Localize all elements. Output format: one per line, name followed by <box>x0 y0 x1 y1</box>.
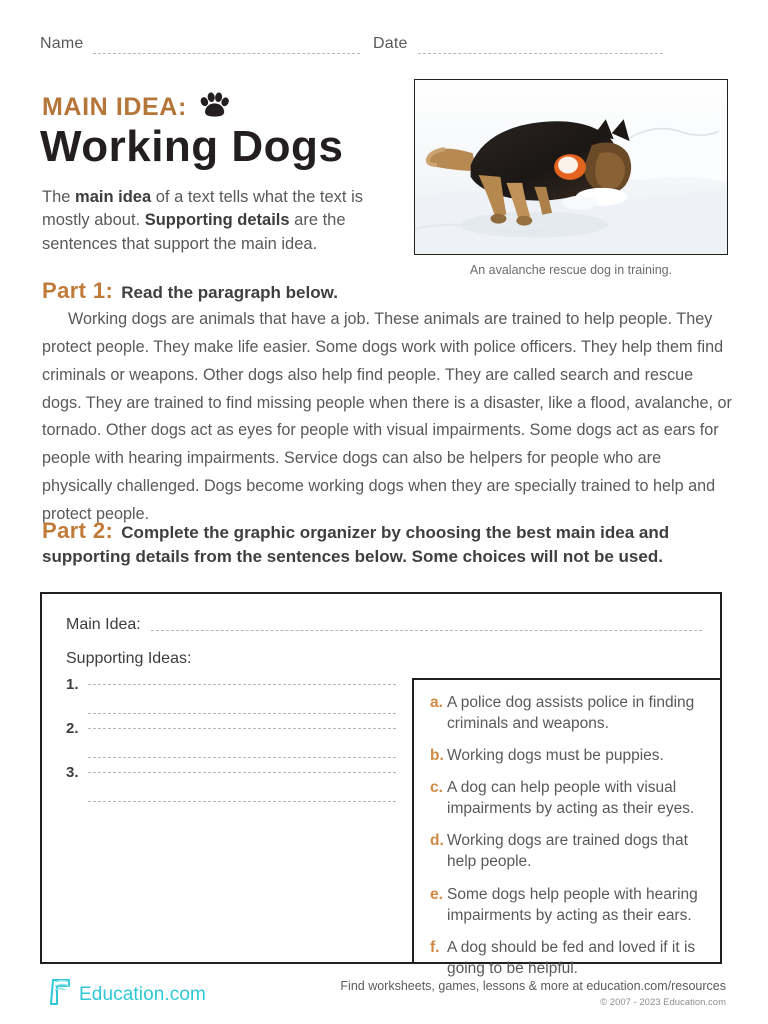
supporting-ideas-label: Supporting Ideas: <box>66 650 192 667</box>
item-number: 3. <box>66 764 79 781</box>
rescue-dog-photo <box>414 79 728 255</box>
choice-letter: b. <box>430 747 444 765</box>
name-write-line[interactable] <box>93 53 360 54</box>
choice-letter: f. <box>430 938 440 956</box>
write-line[interactable] <box>88 728 396 729</box>
date-write-line[interactable] <box>418 53 663 54</box>
write-line[interactable] <box>88 684 396 685</box>
choice-letter: a. <box>430 694 443 711</box>
choice-c[interactable] <box>430 777 708 819</box>
write-line[interactable] <box>88 757 396 758</box>
choice-text: Working dogs must be puppies. <box>447 747 664 765</box>
choice-letter: d. <box>430 832 444 850</box>
choice-text: Some dogs help people with hearing impairments by acting as their ears. <box>447 885 698 924</box>
name-label: Name <box>40 35 84 52</box>
paw-print-icon <box>199 92 229 123</box>
item-write-lines[interactable] <box>88 728 396 758</box>
list-item[interactable] <box>66 764 396 802</box>
part-1-heading <box>42 276 732 305</box>
name-date-row <box>40 36 730 54</box>
part-1-instruction: Read the paragraph below. <box>121 283 338 302</box>
part-2-instruction: Complete the graphic organizer by choosing the best main idea and supporting details from the sentences below. Some choices will not be used. <box>42 523 670 567</box>
reading-paragraph: Working dogs are animals that have a job. These animals are trained to help people. They protect people. They make life easier. Some dogs work with police officers. They help them find criminals or weapons. Other dogs also help find people. They are called search and rescue dogs. They are trained to find missing people when there is a disaster, like a flood, avalanche, or tornado. Other dogs act as eyes for people with visual impairments. Some dogs act as ears for people with hearing impairments. Service dogs can also be helpers for people who are physically challenged. Dogs become working dogs when they are specially trained to help and protect people. <box>42 310 732 524</box>
intro-text-2: of a text tells what the text is mostly about. <box>42 188 364 230</box>
item-number: 1. <box>66 676 79 693</box>
logo-text: Education.com <box>79 983 206 1005</box>
choice-f[interactable] <box>430 937 708 979</box>
part-2-heading <box>42 516 732 569</box>
write-line[interactable] <box>88 772 396 773</box>
intro-paragraph <box>42 186 400 256</box>
choice-e[interactable] <box>430 884 708 926</box>
choice-text: A police dog assists police in finding criminals and weapons. <box>447 694 695 733</box>
footer-text-block <box>340 979 726 1008</box>
footer-copyright: © 2007 - 2023 Education.com <box>600 997 726 1008</box>
kicker-row <box>42 92 229 123</box>
write-line[interactable] <box>88 801 396 802</box>
date-label: Date <box>373 35 408 52</box>
education-dot-com-logo-icon <box>47 977 75 1012</box>
list-item[interactable] <box>66 720 396 758</box>
page-title: Working Dogs <box>40 122 344 171</box>
choice-text: A dog can help people with visual impairments by acting as their eyes. <box>447 779 695 818</box>
footer-promo-text: Find worksheets, games, lessons & more at education.com/resources <box>340 979 726 993</box>
kicker-label: MAIN IDEA: <box>42 93 187 121</box>
item-write-lines[interactable] <box>88 772 396 802</box>
write-line[interactable] <box>88 713 396 714</box>
main-idea-row[interactable] <box>66 616 702 634</box>
main-idea-write-line[interactable] <box>151 630 702 631</box>
choice-text: Working dogs are trained dogs that help people. <box>447 832 688 871</box>
photo-block <box>414 79 728 277</box>
name-field-group[interactable] <box>40 36 360 54</box>
choice-letter: c. <box>430 779 443 797</box>
main-idea-label: Main Idea: <box>66 616 141 633</box>
answer-choices-box <box>412 678 722 977</box>
intro-text-1: The <box>42 188 76 206</box>
choice-b[interactable] <box>430 745 708 766</box>
intro-text-3: are the sentences that support the main idea. <box>42 211 346 253</box>
education-logo[interactable] <box>47 977 206 1012</box>
choice-a[interactable] <box>430 692 708 734</box>
date-field-group[interactable] <box>373 36 663 54</box>
supporting-items-list <box>66 676 396 816</box>
part-2-label: Part 2: <box>42 518 114 543</box>
page-footer <box>0 975 768 1023</box>
part-1-label: Part 1: <box>42 278 114 303</box>
item-number: 2. <box>66 720 79 737</box>
choice-text: A dog should be fed and loved if it is going to be helpful. <box>447 938 696 977</box>
intro-bold-supporting-details: Supporting details <box>144 211 290 230</box>
item-write-lines[interactable] <box>88 684 396 714</box>
choice-d[interactable] <box>430 830 708 872</box>
list-item[interactable] <box>66 676 396 714</box>
intro-bold-main-idea: main idea <box>75 188 152 206</box>
photo-caption: An avalanche rescue dog in training. <box>469 263 673 277</box>
choice-letter: e. <box>430 885 443 903</box>
